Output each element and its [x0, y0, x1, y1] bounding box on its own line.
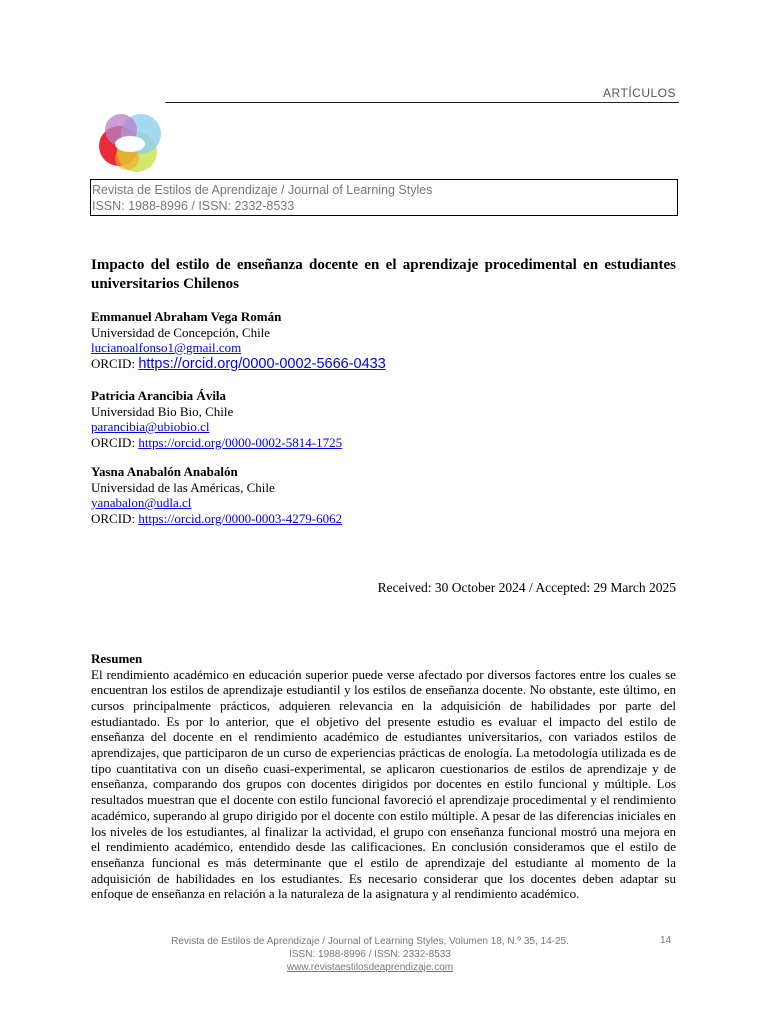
author-affiliation: Universidad Bio Bio, Chile — [91, 403, 234, 419]
orcid-label: ORCID: — [91, 434, 136, 450]
abstract-section — [91, 651, 676, 902]
author-block-3 — [91, 464, 676, 526]
author-block-2 — [91, 388, 676, 450]
author-name: Emmanuel Abraham Vega Román — [91, 309, 282, 324]
abstract-heading: Resumen — [91, 651, 143, 666]
page-footer — [150, 935, 590, 974]
section-label: ARTÍCULOS — [603, 86, 676, 100]
orcid-link[interactable]: https://orcid.org/0000-0003-4279-6062 — [138, 510, 343, 526]
journal-issn: ISSN: 1988-8996 / ISSN: 2332-8533 — [92, 199, 295, 213]
orcid-label: ORCID: — [91, 355, 136, 371]
abstract-body: El rendimiento académico en educación superior puede verse afectado por diversos factores entre los cuales se encuentran los estilos de aprendizaje estudiantil y los estilos de enseñanza docente. No obstante, este último, en cursos principalmente prácticos, adquieren relevancia en la adquisición de habilidades por parte del estudiantado. Es por lo anterior, que el objetivo del presente estudio es evaluar el impacto del estilo de enseñanza del docente en el rendimiento académico de estudiantes universitarios, con variados estilos de aprendizajes, que participaron de un curso de experiencias prácticas de enología. La metodología utilizada es de tipo cuantitativa con un diseño cuasi-experimental, se aplicaron cuestionarios de estilos de aprendizaje y de enseñanza, comparando dos grupos con docentes dirigidos por docentes en estilo funcional y múltiple. Los resultados muestran que el docente con estilo funcional favoreció el aprendizaje procedimental y el rendimiento académico, superando al grupo dirigido por el docente con estilo múltiple. A pesar de las diferencias iniciales en los niveles de los estudiantes, al finalizar la actividad, el grupo con enseñanza funcional mostró una mejora en el rendimiento académico, entendido desde las calificaciones. En conclusión consideramos que el estilo de enseñanza funcional es más determinante que el estilo de aprendizaje del estudiante al momento de la adquisición de habilidades en los estudiantes. Es necesario considerar que los docentes deben adaptar su enfoque de enseñanza en relación a la naturaleza de la asignatura y al rendimiento académico. — [91, 666, 676, 902]
author-block-1 — [91, 309, 676, 372]
footer-issn: ISSN: 1988-8996 / ISSN: 2332-8533 — [289, 949, 451, 960]
author-email-link[interactable]: parancibia@ubiobio.cl — [91, 419, 210, 434]
page-number: 14 — [660, 935, 672, 946]
author-email-link[interactable]: lucianoalfonso1@gmail.com — [91, 340, 242, 355]
author-name: Patricia Arancibia Ávila — [91, 388, 227, 403]
author-orcid-row — [91, 435, 676, 451]
author-affiliation: Universidad de Concepción, Chile — [91, 324, 271, 340]
orcid-link[interactable]: https://orcid.org/0000-0002-5814-1725 — [138, 434, 343, 450]
author-orcid-row — [91, 511, 676, 527]
header-rule — [165, 102, 679, 103]
author-affiliation: Universidad de las Américas, Chile — [91, 479, 275, 495]
journal-name: Revista de Estilos de Aprendizaje / Journal of Learning Styles — [92, 183, 433, 197]
orcid-label: ORCID: — [91, 510, 136, 526]
author-name: Yasna Anabalón Anabalón — [91, 464, 238, 479]
received-accepted-dates: Received: 30 October 2024 / Accepted: 29 March 2025 — [377, 580, 676, 595]
footer-citation: Revista de Estilos de Aprendizaje / Journal of Learning Styles, Volumen 18, N.º 35, 14-25. — [171, 936, 569, 947]
footer-website-link[interactable]: www.revistaestilosdeaprendizaje.com — [286, 962, 454, 973]
journal-logo-icon — [97, 112, 161, 174]
author-orcid-row — [91, 356, 676, 373]
journal-info-box — [90, 179, 678, 216]
author-email-link[interactable]: yanabalon@udla.cl — [91, 495, 192, 510]
orcid-link[interactable]: https://orcid.org/0000-0002-5666-0433 — [138, 355, 386, 372]
article-title: Impacto del estilo de enseñanza docente en el aprendizaje procedimental en estudiantes universitarios Chilenos — [91, 257, 676, 292]
